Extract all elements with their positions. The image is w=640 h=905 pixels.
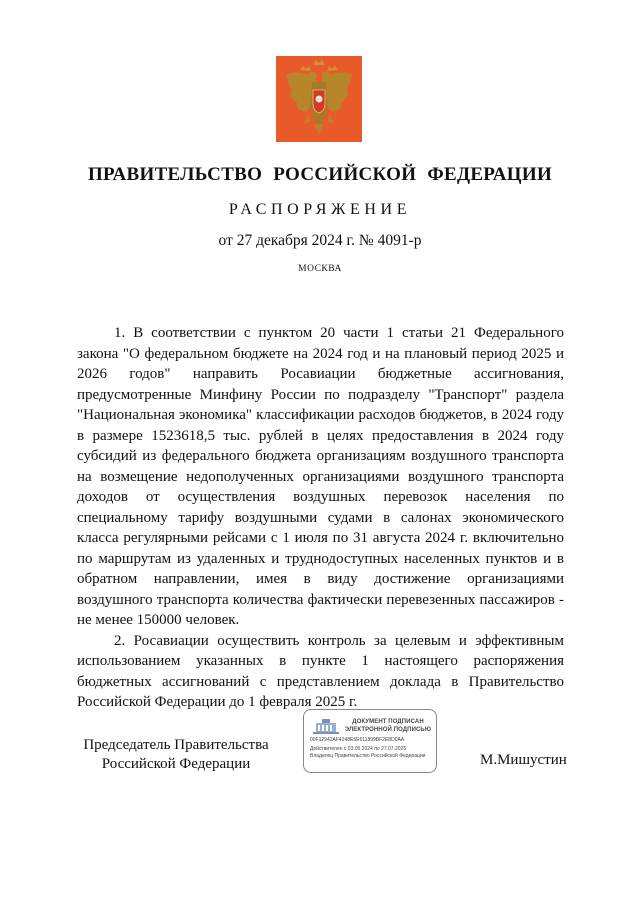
document-date-number: от 27 декабря 2024 г. № 4091-р: [218, 232, 422, 249]
signatory-name: М.Мишустин: [480, 752, 567, 768]
stamp-title: ДОКУМЕНТ ПОДПИСАН ЭЛЕКТРОННОЙ ПОДПИСЬЮ: [344, 719, 432, 733]
stamp-owner: Владелец Правительство Российской Федерации: [310, 753, 426, 759]
russian-coat-of-arms-icon: [276, 56, 362, 142]
stamp-validity: Действителен с 03.05.2024 по 27.07.2025: [310, 746, 407, 752]
document-city: МОСКВА: [298, 264, 342, 274]
paragraph-1: 1. В соответствии с пунктом 20 части 1 статьи 21 Федерального закона "О федеральном бюджете на 2024 год и на плановый период 2025 и 2026 годов" направить Росавиации бюджетные ассигнования, предусмотренные Минфину России по подразделу "Транспорт" раздела "Национальная экономика" классификации расходов бюджетов, в 2024 году в размере 1523618,5 тыс. рублей в целях предоставления в 2024 году субсидий из федерального бюджета организациям воздушного транспорта на возмещение недополученных организациями воздушного транспорта доходов от осуществления воздушных перевозок населения по специальному тарифу воздушными судами в салонах экономического класса регулярными рейсами с 1 июля по 31 августа 2024 г. включительно по маршрутам из удаленных и труднодоступных населенных пунктов и в обратном направлении, имея в виду достижение организациями воздушного транспорта количества фактически перевезенных пассажиров - не менее 150000 человек.: [77, 325, 564, 628]
signatory-position-line1: Председатель Правительства: [83, 737, 269, 753]
signatory-position-line2: Российской Федерации: [101, 756, 251, 772]
stamp-serial: 00F12942AF4248E5E611899BF2E8D0AA: [310, 737, 405, 743]
government-building-icon: [312, 717, 340, 735]
government-title: ПРАВИТЕЛЬСТВО РОССИЙСКОЙ ФЕДЕРАЦИИ: [87, 164, 553, 185]
paragraph-2: 2. Росавиации осуществить контроль за целевым и эффективным использованием указанных в пункте 1 настоящего распоряжения бюджетных ассигнований с представлением доклада в Правительство Российской Федерации до 1 февраля 2025 г.: [77, 632, 564, 710]
electronic-signature-stamp: [303, 709, 437, 773]
document-body: [77, 323, 564, 713]
document-kind: РАСПОРЯЖЕНИЕ: [228, 201, 412, 218]
signatory-position: [76, 736, 276, 774]
